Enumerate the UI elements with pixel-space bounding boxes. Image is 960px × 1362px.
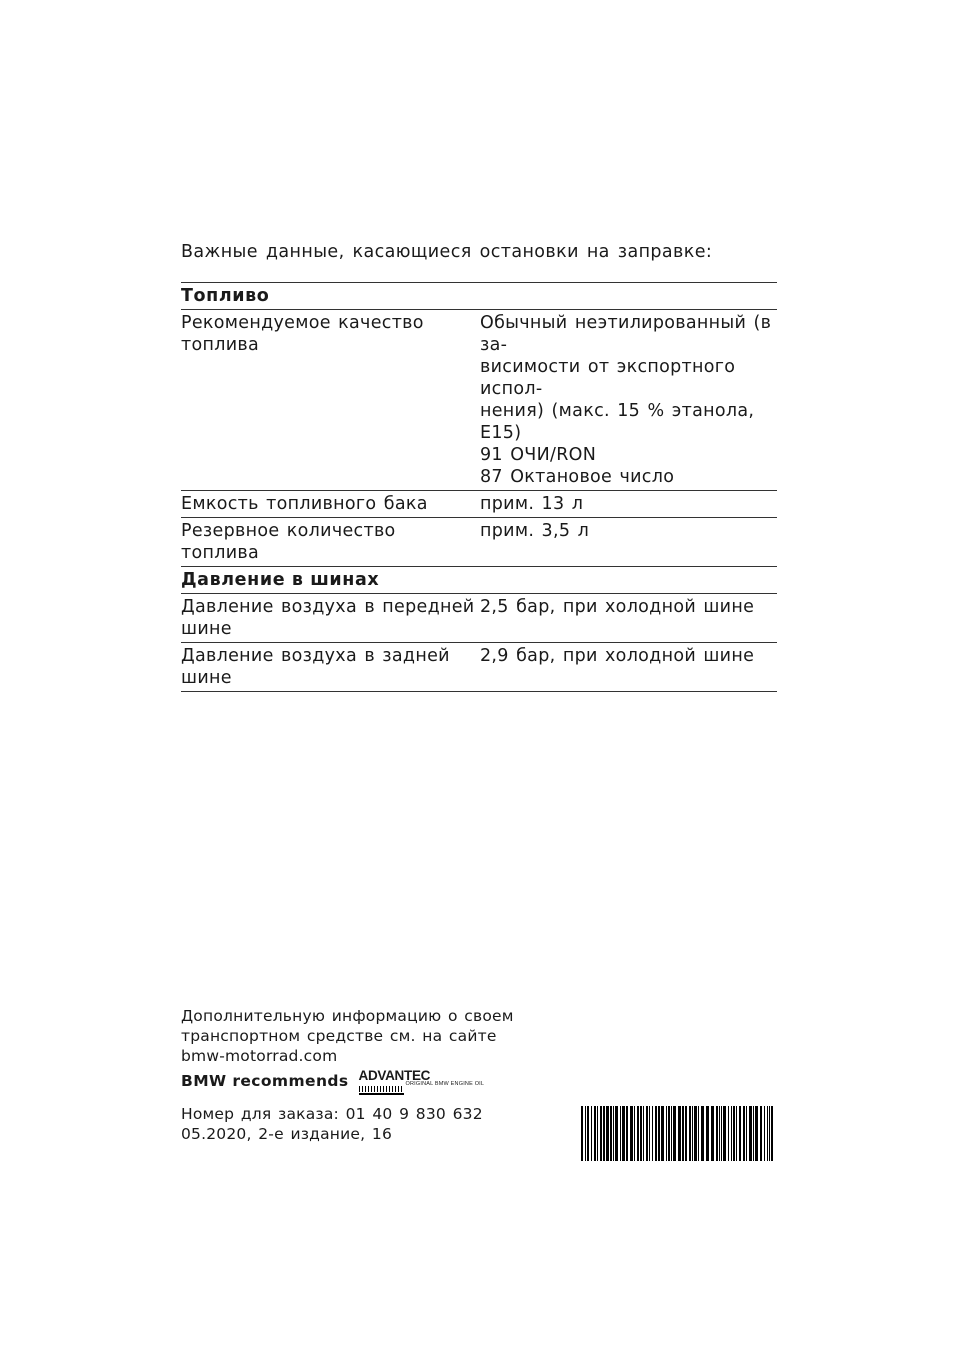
logo-brand: ADVANTEC: [358, 1068, 431, 1083]
barcode-bar: [643, 1106, 644, 1161]
row-label: [181, 596, 480, 640]
barcode-bar: [661, 1106, 664, 1161]
order-line: Номер для заказа: 01 40 9 830 632: [181, 1105, 483, 1123]
recommends-block: [181, 1068, 485, 1095]
row-value: прим. 3,5 л: [480, 521, 590, 541]
row-value: 2,9 бар, при холодной шине: [480, 646, 755, 666]
barcode-bar: [685, 1106, 687, 1161]
barcode-bar: [760, 1106, 762, 1161]
barcode-bar: [655, 1106, 657, 1161]
label-line: Давление воздуха в передней: [181, 597, 475, 617]
barcode-bar: [591, 1106, 592, 1161]
barcode-bar: [701, 1106, 704, 1161]
order-info: [181, 1104, 483, 1144]
row-label: Рекомендуемое качество топлива: [181, 313, 424, 355]
barcode-bar: [606, 1106, 609, 1161]
barcode-bar: [689, 1106, 691, 1161]
value-line: висимости от экспортного испол-: [480, 357, 736, 399]
barcode-bar: [739, 1106, 741, 1161]
barcode-bar: [673, 1106, 676, 1161]
row-value: [480, 312, 777, 488]
barcode-bar: [771, 1106, 773, 1161]
info-line: транспортном средстве см. на сайте: [181, 1027, 497, 1045]
barcode-bar: [585, 1106, 586, 1161]
barcode-bar: [630, 1106, 633, 1161]
info-line: bmw-motorrad.com: [181, 1047, 338, 1065]
barcode-bar: [615, 1106, 618, 1161]
barcode-bar: [613, 1106, 614, 1161]
barcode-bar: [646, 1106, 648, 1161]
barcode-bar: [694, 1106, 697, 1161]
value-line: Обычный неэтилированный (в за-: [480, 313, 772, 355]
table-row: [181, 643, 777, 692]
label-line: шине: [181, 619, 232, 639]
row-value: 2,5 бар, при холодной шине: [480, 597, 755, 617]
barcode-bar: [721, 1106, 722, 1161]
value-line: нения) (макс. 15 % этанола, E15): [480, 401, 755, 443]
section-title-fuel: Топливо: [181, 283, 777, 310]
logo-ticks: [359, 1086, 404, 1092]
spec-table: [181, 282, 777, 692]
advantec-logo: [358, 1068, 485, 1095]
barcode-bar: [581, 1106, 583, 1161]
barcode-bar: [668, 1106, 670, 1161]
info-text: [181, 1006, 514, 1066]
barcode-bar: [649, 1106, 650, 1161]
barcode-bar: [626, 1106, 628, 1161]
row-label: Емкость топливного бака: [181, 494, 428, 514]
barcode-bar: [671, 1106, 672, 1161]
barcode-bar: [610, 1106, 612, 1161]
barcode-bar: [731, 1106, 732, 1161]
barcode-bar: [753, 1106, 754, 1161]
barcode-bar: [743, 1106, 745, 1161]
edition-line: 05.2020, 2-е издание, 16: [181, 1125, 393, 1143]
barcode-bar: [692, 1106, 693, 1161]
barcode-bar: [587, 1106, 589, 1161]
barcode-bar: [719, 1106, 720, 1161]
barcode-bar: [594, 1106, 596, 1161]
barcode-bar: [716, 1106, 718, 1161]
barcode-bar: [728, 1106, 729, 1161]
info-line: Дополнительную информацию о своем: [181, 1007, 514, 1025]
barcode-bar: [767, 1106, 768, 1161]
barcode-bar: [640, 1106, 642, 1161]
barcode-bar: [746, 1106, 747, 1161]
barcode-bar: [698, 1106, 699, 1161]
recommends-text: BMW recommends: [181, 1072, 349, 1090]
section-title-tires: Давление в шинах: [181, 567, 777, 594]
row-label: Резервное количество топлива: [181, 521, 396, 563]
row-value: прим. 13 л: [480, 494, 584, 514]
value-line: 91 ОЧИ/RON: [480, 445, 597, 465]
barcode-bar: [658, 1106, 660, 1161]
barcode-bar: [769, 1106, 770, 1161]
barcode-bar: [600, 1106, 602, 1161]
table-row: [181, 518, 777, 567]
barcode-bar: [723, 1106, 726, 1161]
barcode-bar: [711, 1106, 714, 1161]
barcode-bar: [682, 1106, 684, 1161]
barcode-bar: [634, 1106, 635, 1161]
barcode-bar: [597, 1106, 598, 1161]
barcode-bar: [620, 1106, 621, 1161]
value-line: 87 Октановое число: [480, 467, 675, 487]
barcode-bar: [678, 1106, 681, 1161]
logo-subtitle: ORIGINAL BMW ENGINE OIL: [405, 1081, 485, 1087]
table-row: [181, 491, 777, 518]
barcode-bar: [749, 1106, 752, 1161]
barcode-bar: [637, 1106, 639, 1161]
barcode-bar: [755, 1106, 758, 1161]
logo-underline: [359, 1093, 404, 1095]
barcode-bar: [733, 1106, 735, 1161]
table-row: [181, 594, 777, 643]
barcode-bar: [652, 1106, 653, 1161]
barcode-bar: [603, 1106, 605, 1161]
barcode-bar: [622, 1106, 625, 1161]
row-label: Давление воздуха в задней шине: [181, 646, 450, 688]
barcode-bar: [764, 1106, 765, 1161]
barcode: [581, 1106, 777, 1161]
barcode-bar: [666, 1106, 667, 1161]
barcode-bar: [736, 1106, 737, 1161]
barcode-bar: [706, 1106, 709, 1161]
table-row: [181, 310, 777, 491]
intro-text: Важные данные, касающиеся остановки на заправке:: [181, 242, 713, 262]
